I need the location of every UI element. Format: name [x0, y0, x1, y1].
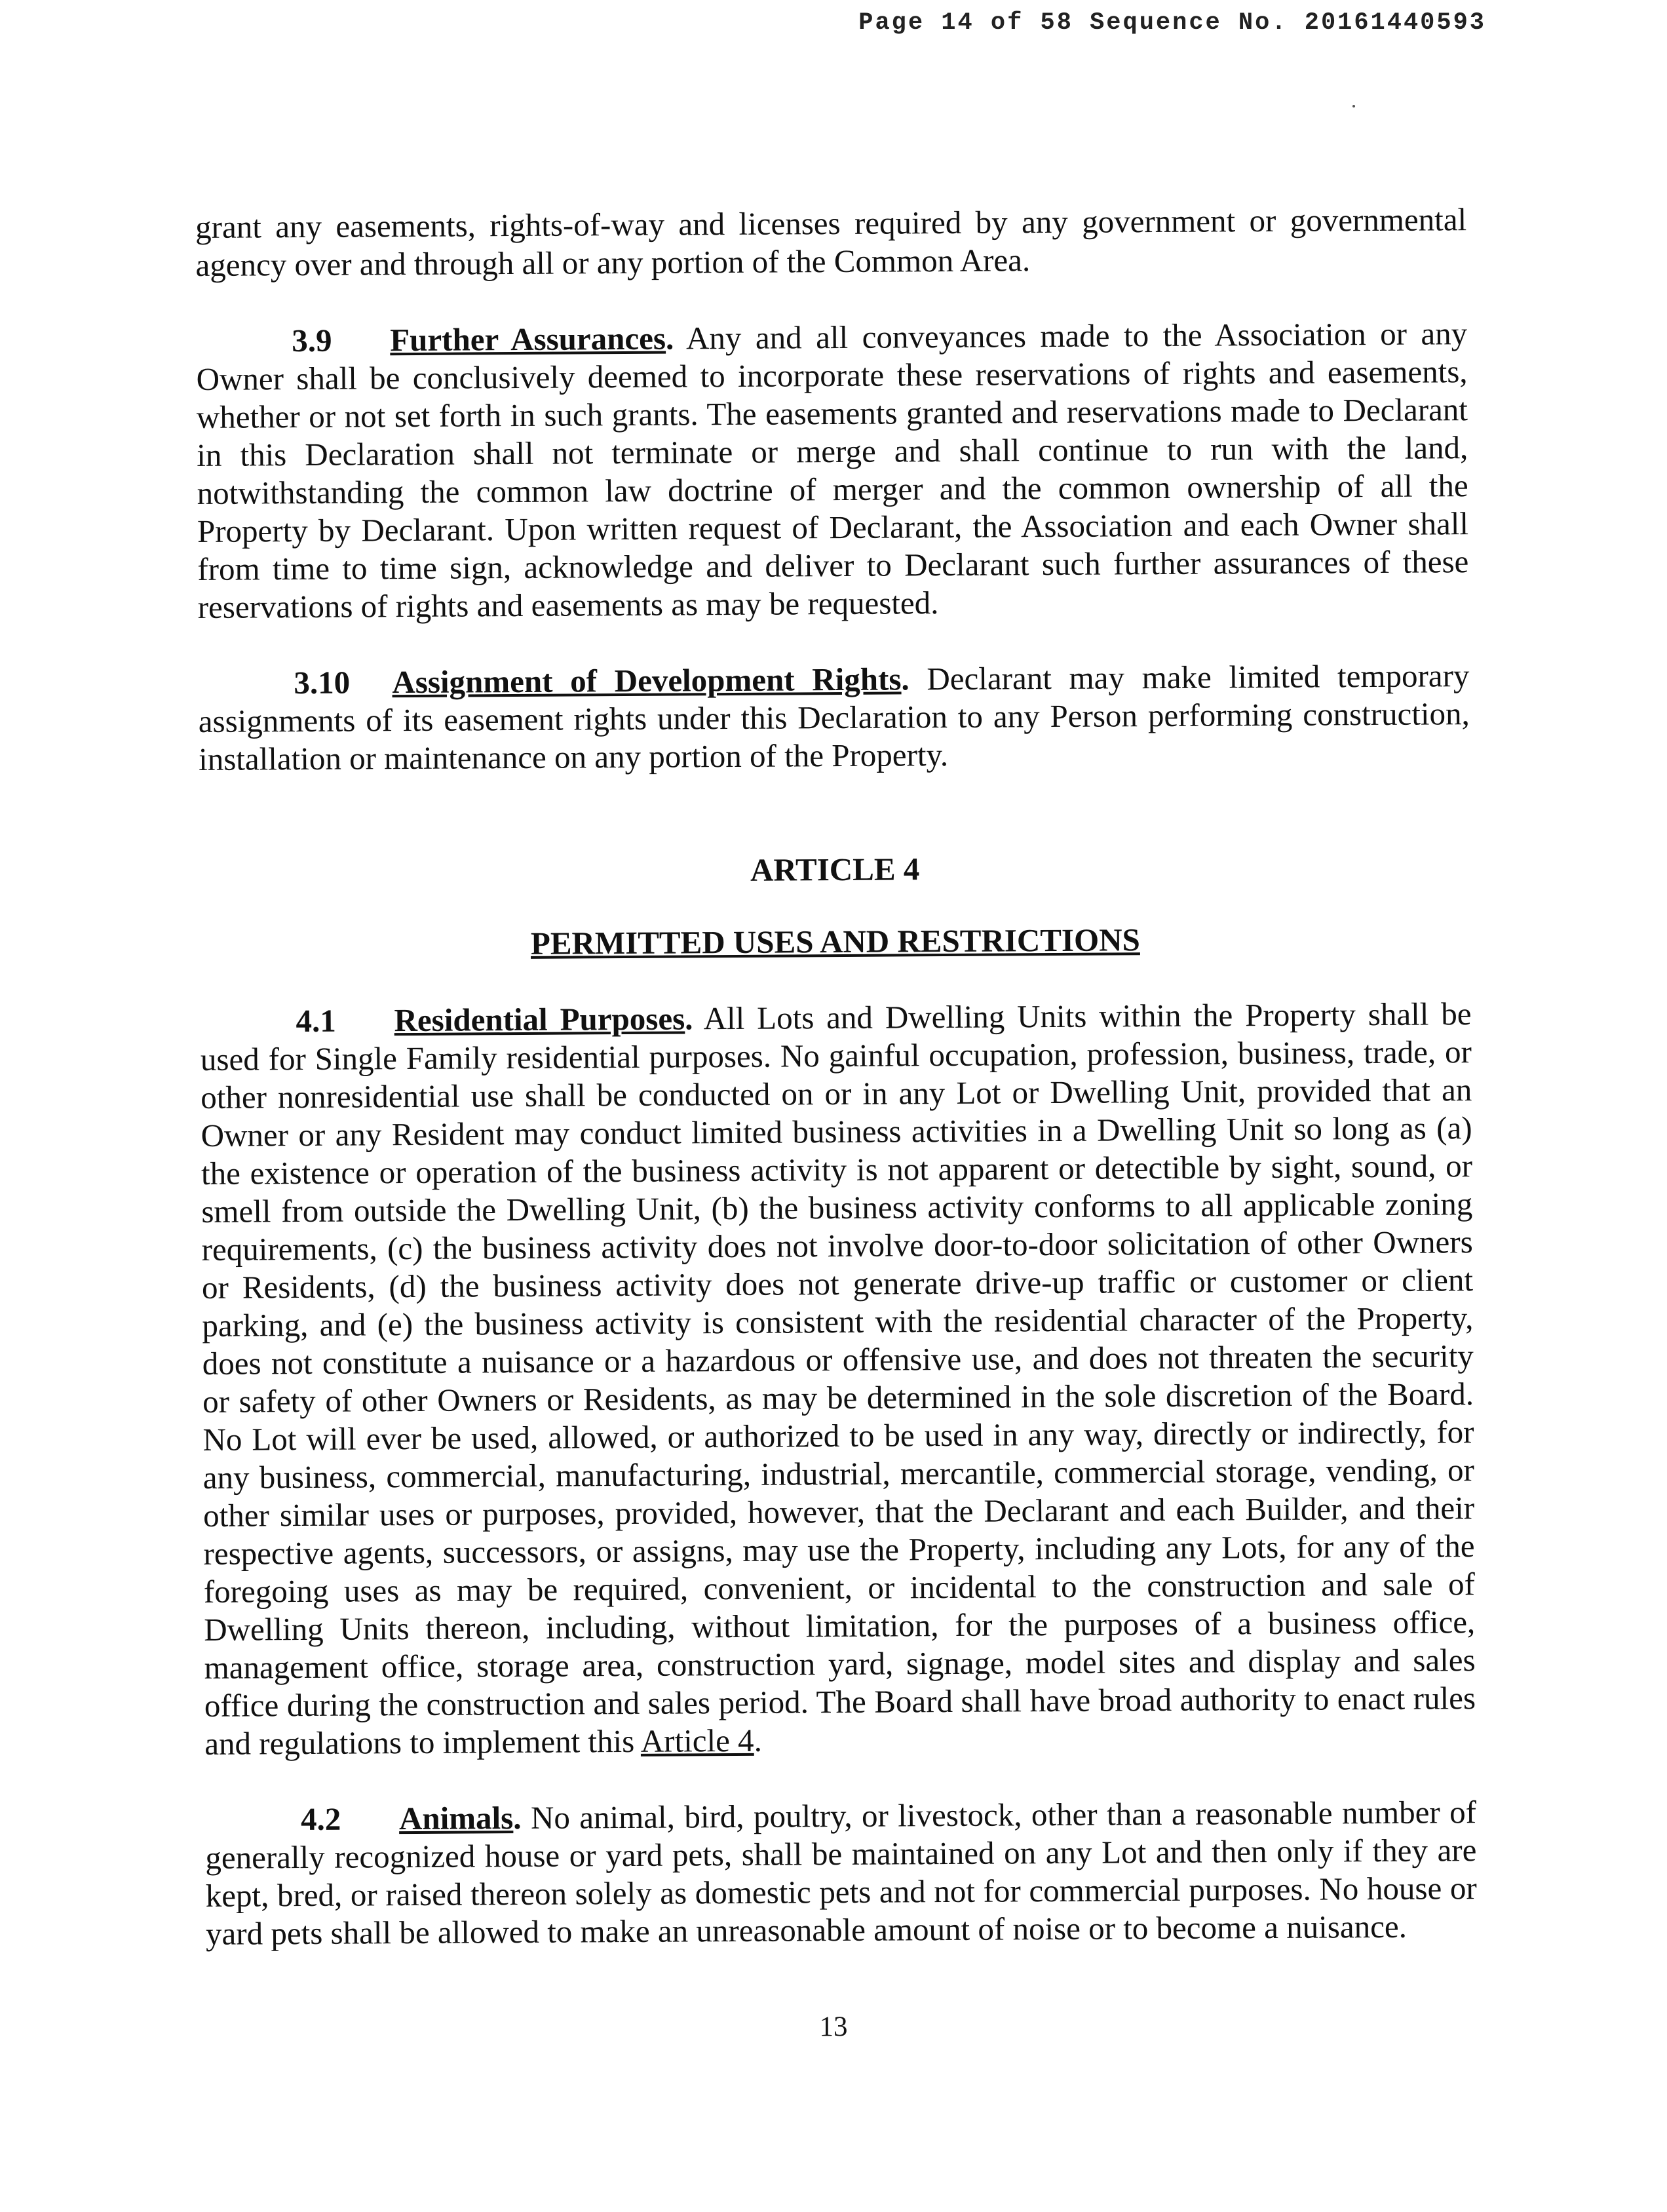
article-title: PERMITTED USES AND RESTRICTIONS — [530, 922, 1140, 961]
section-number: 3.10 — [294, 664, 351, 701]
section-title: Further Assurances — [390, 320, 666, 359]
section-title: Animals — [398, 1800, 514, 1837]
section-number: 4.1 — [296, 1002, 336, 1039]
article-heading: ARTICLE 4 — [750, 851, 920, 888]
section-number: 4.2 — [300, 1800, 341, 1838]
section-text: All Lots and Dwelling Units within the Property shall be used for Single Family residential purposes. No gainful occupation, profession, business, trade, or other nonresidential use shall be conducted on or in any Lot or Dwelling Unit, provided that an Owner or any Resident may conduct limited business activities in a Dwelling Unit so long as (a) the existence or operation of the business activity is not apparent or detectible by sight, sound, or smell from outside the Dwelling Unit, (b) the business activity conforms to all applicable zoning requirements, (c) the business activity does not involve door-to-door solicitation of other Owners or Residents, (d) the business activity does not generate drive-up traffic or customer or client parking, and (e) the business activity is consistent with the residential character of the Property, does not constitute a nuisance or a hazardous or offensive use, and does not threaten the security or safety of other Owners or Residents, as may be determined in the sole discretion of the Board. No Lot will ever be used, allowed, or authorized to be used in any way, directly or indirectly, for any business, commercial, manufacturing, industrial, mercantile, commercial storage, vending, or other similar uses or purposes, provided, however, that the Declarant and each Builder, and their respective agents, successors, or assigns, may use the Property, including any Lots, for any of the foregoing uses as may be required, convenient, or incidental to the construction and sale of Dwelling Units thereon, including, without limitation, for the purposes of a business office, management office, storage area, construction yard, signage, model sites and display and sales office during the construction and sales period. The Board shall have broad authority to enact rules and regulations to implement this — [200, 996, 1476, 1762]
page-number: 13 — [819, 2011, 848, 2042]
continuation-paragraph — [195, 201, 1467, 284]
section-3-10: 3.10 Assignment of Development Rights. Declarant may make limited temporary assignments of its easement rights under this Declaration to any Person performing construction, installation or maintenance on any portion of the Property. — [198, 657, 1470, 777]
section-title: Assignment of Development Rights — [392, 661, 902, 701]
scan-artifact-dot — [1352, 105, 1355, 107]
article-4-reference[interactable]: Article 4 — [640, 1722, 754, 1759]
section-4-1: 4.1 Residential Purposes. All Lots and Dwelling Units within the Property shall be used for Single Family residential purposes. No gainful occupation, profession, business, trade, or other nonresidential use shall be conducted on or in any Lot or Dwelling Unit, provided that an Owner or any Resident may conduct limited business activities in a Dwelling Unit so long as (a) the existence or operation of the business activity is not apparent or detectible by sight, sound, or smell from outside the Dwelling Unit, (b) the business activity conforms to all applicable zoning requirements, (c) the business activity does not involve door-to-door solicitation of other Owners or Residents, (d) the business activity does not generate drive-up traffic or customer or client parking, and (e) the business activity is consistent with the residential character of the Property, does not constitute a nuisance or a hazardous or offensive use, and does not threaten the security or safety of other Owners or Residents, as may be determined in the sole discretion of the Board. No Lot will ever be used, allowed, or authorized to be used in any way, directly or indirectly, for any business, commercial, manufacturing, industrial, mercantile, commercial storage, vending, or other similar uses or purposes, provided, however, that the Declarant and each Builder, and their respective agents, successors, or assigns, may use the Property, including any Lots, for any of the foregoing uses as may be required, convenient, or incidental to the construction and sale of Dwelling Units thereon, including, without limitation, for the purposes of a business office, management office, storage area, construction yard, signage, model sites and display and sales office during the construction and sales period. The Board shall have broad authority to enact rules and regulations to implement this Article 4. — [200, 996, 1476, 1762]
section-text: Declarant may make limited temporary assignments of its easement rights under this Declaration to any Person performing construction, installation or maintenance on any portion of the Property. — [198, 657, 1470, 777]
section-text: No animal, bird, poultry, or livestock, other than a reasonable number of generally recognized house or yard pets, shall be maintained on any Lot and then only if they are kept, bred, or raised thereon solely as domestic pets and not for commercial purposes. No house or yard pets shall be allowed to make an unreasonable amount of noise or to become a nuisance. — [205, 1794, 1477, 1952]
section-3-9: 3.9 Further Assurances. Any and all conveyances made to the Association or any Owner shall be conclusively deemed to incorporate these reservations of rights and easements, whether or not set forth in such grants. The easements granted and reservations made to Declarant in this Declaration shall not terminate or merge and shall continue to run with the land, notwithstanding the common law doctrine of merger and the common ownership of all the Property by Declarant. Upon written request of Declarant, the Association and each Owner shall from time to time sign, acknowledge and deliver to Declarant such further assurances of these reservations of rights and easements as may be requested. — [196, 315, 1469, 625]
page-sequence-stamp: Page 14 of 58 Sequence No. 20161440593 — [858, 9, 1486, 37]
section-number: 3.9 — [292, 322, 332, 359]
section-text: Any and all conveyances made to the Association or any Owner shall be conclusively deemed to incorporate these reservations of rights and easements, whether or not set forth in such grants. The easements granted and reservations made to Declarant in this Declaration shall not terminate or merge and shall continue to run with the land, notwithstanding the common law doctrine of merger and the common ownership of all the Property by Declarant. Upon written request of Declarant, the Association and each Owner shall from time to time sign, acknowledge and deliver to Declarant such further assurances of these reservations of rights and easements as may be requested. — [196, 315, 1469, 625]
section-4-2: 4.2 Animals. No animal, bird, poultry, or livestock, other than a reasonable number of generally recognized house or yard pets, shall be maintained on any Lot and then only if they are kept, bred, or raised thereon solely as domestic pets and not for commercial purposes. No house or yard pets shall be allowed to make an unreasonable amount of noise or to become a nuisance. — [205, 1794, 1477, 1952]
document-body — [195, 201, 1477, 1953]
section-title: Residential Purposes — [394, 1000, 685, 1039]
section-tail: . — [754, 1722, 763, 1758]
continuation-text: grant any easements, rights-of-way and licenses required by any government or governmental agency over and through all or any portion of the Common Area. — [195, 201, 1467, 283]
